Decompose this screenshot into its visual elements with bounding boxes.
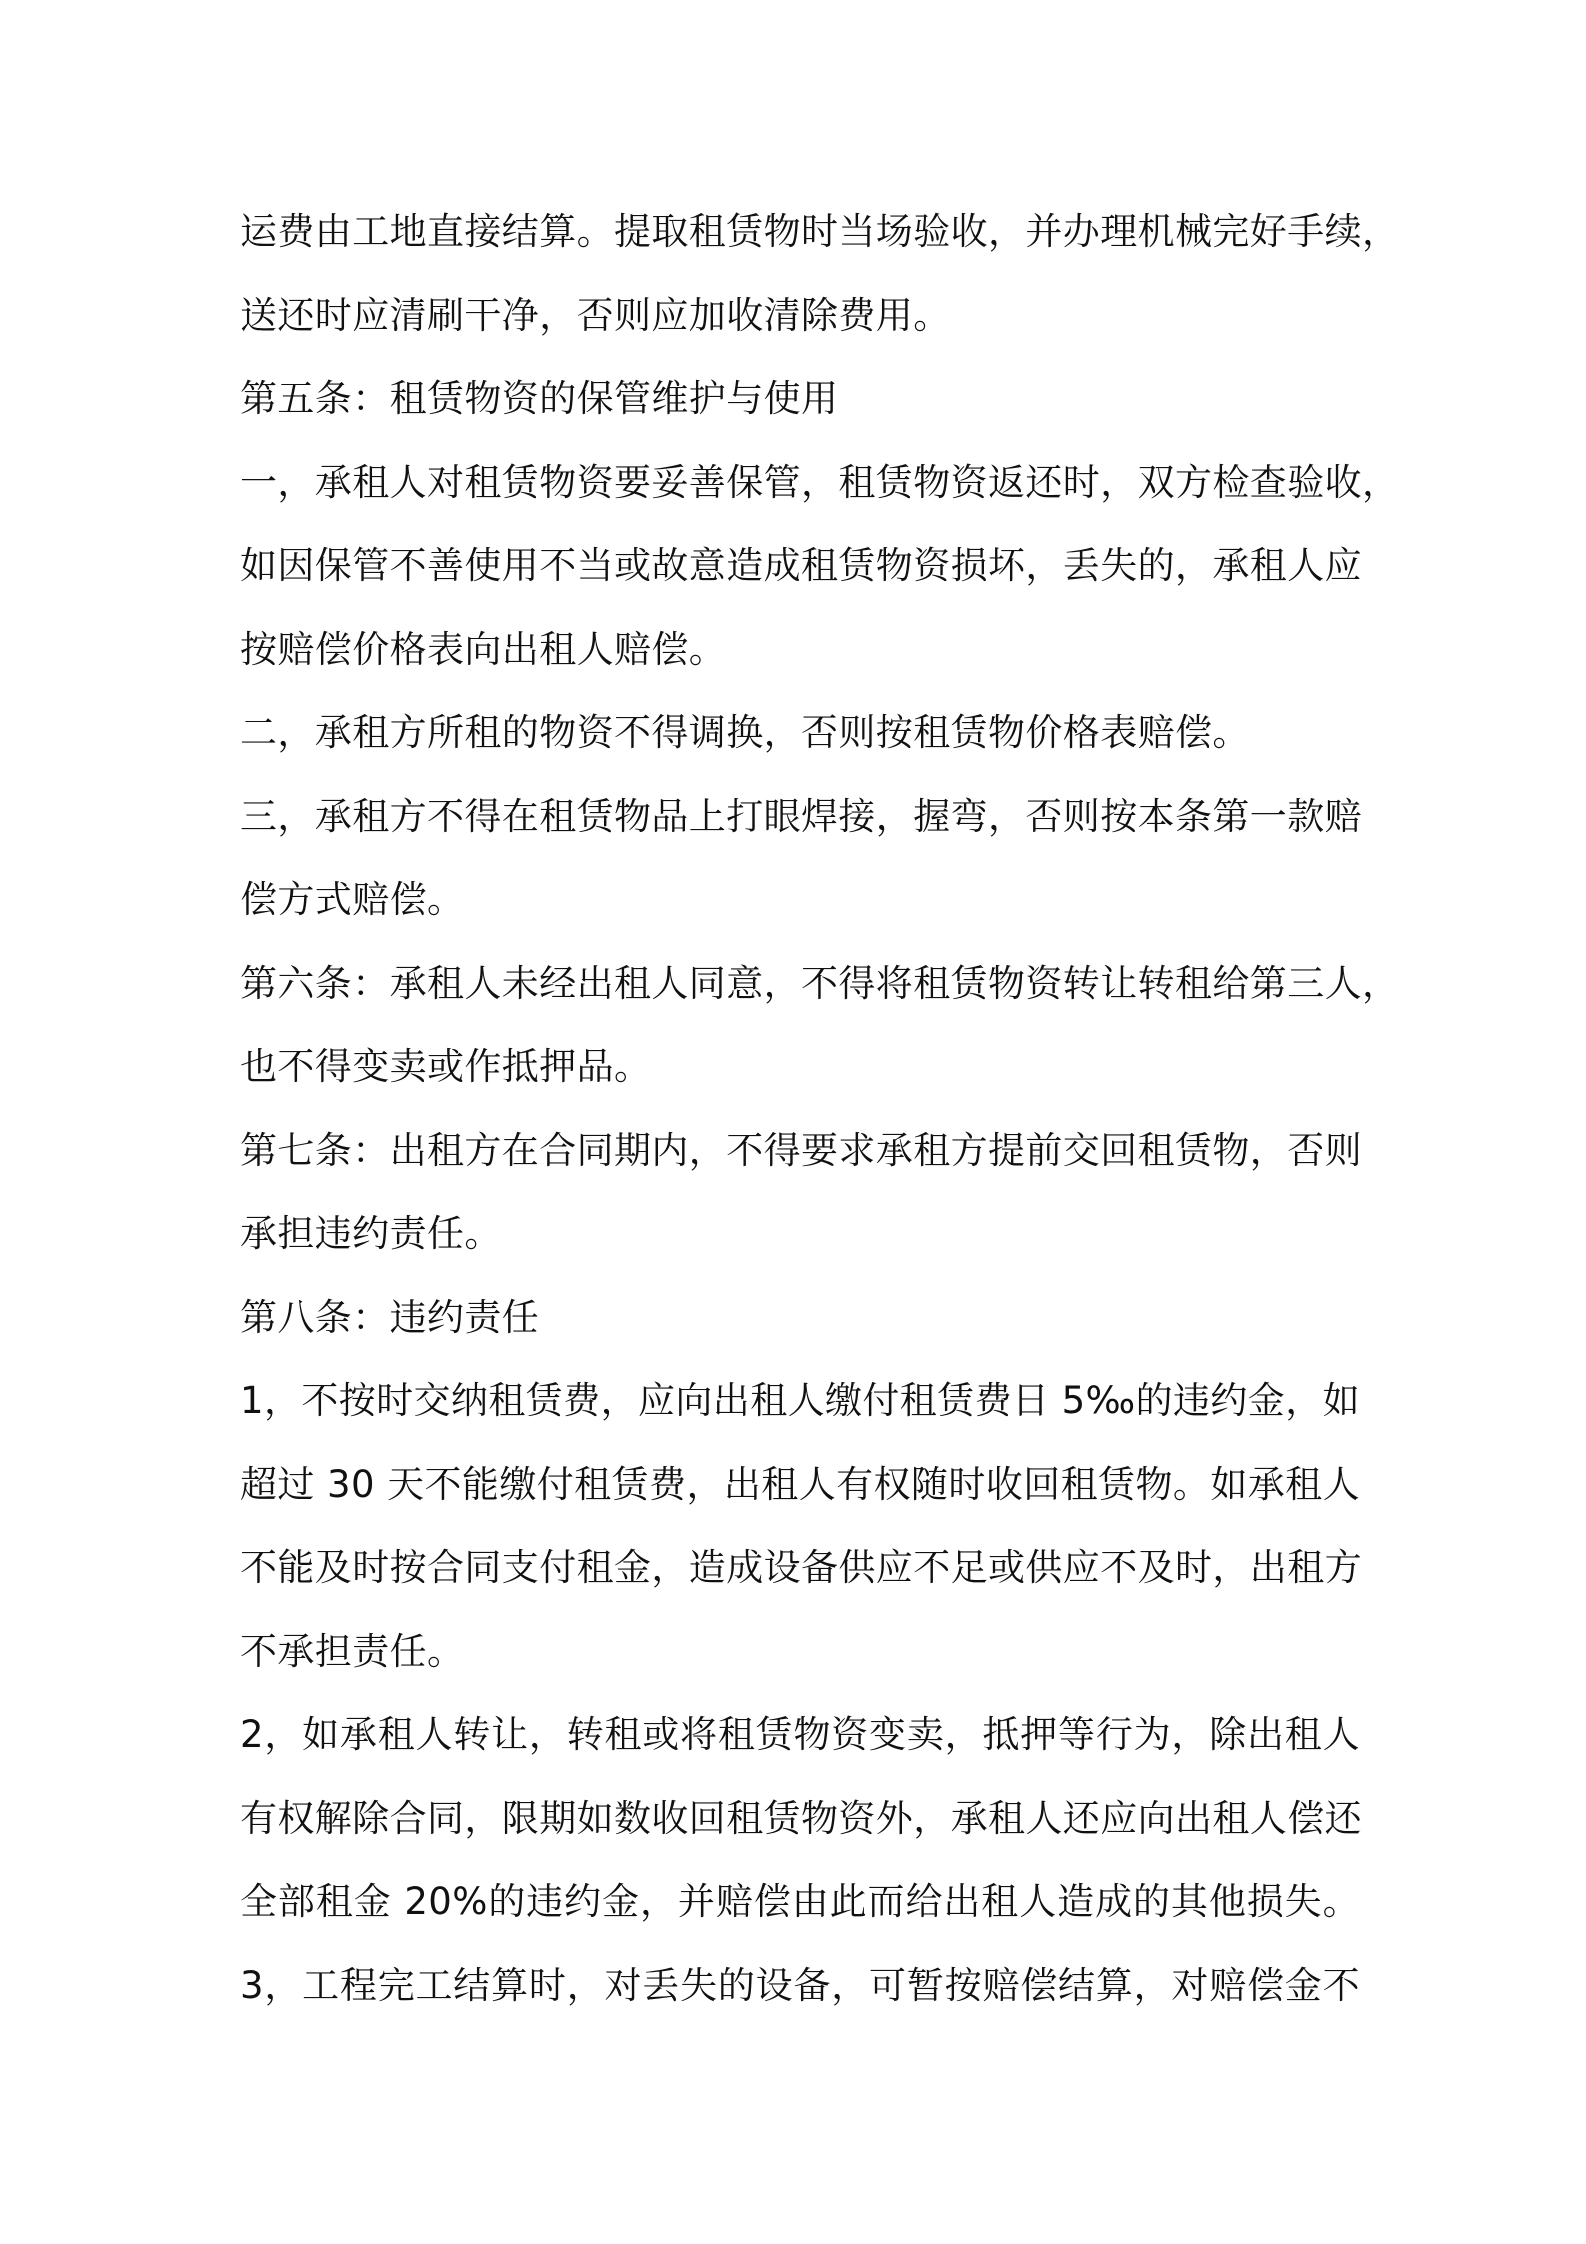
document-line: 也不得变卖或作抵押品。 xyxy=(240,1045,652,1088)
document-line: 第八条：违约责任 xyxy=(240,1295,540,1339)
document-line: 送还时应清刷干净，否则应加收清除费用。 xyxy=(240,293,951,337)
document-line: 三，承租方不得在租赁物品上打眼焊接，握弯，否则按本条第一款赔 xyxy=(240,794,1362,838)
document-line: 第六条：承租人未经出租人同意，不得将租赁物资转让转租给第三人， xyxy=(240,961,1400,1005)
document-line: 偿方式赔偿。 xyxy=(240,878,465,921)
document-line: 第五条：租赁物资的保管维护与使用 xyxy=(240,377,839,420)
document-line: 第七条：出租方在合同期内，不得要求承租方提前交回租赁物，否则 xyxy=(240,1128,1362,1172)
document-line: 运费由工地直接结算。提取租赁物时当场验收，并办理机械完好手续， xyxy=(240,210,1400,253)
document-line: 1，不按时交纳租赁费，应向出租人缴付租赁费日 5‰的违约金，如 xyxy=(240,1379,1360,1422)
document-line: 全部租金 20%的违约金，并赔偿由此而给出租人造成的其他损失。 xyxy=(240,1880,1360,1923)
document-line: 承担违约责任。 xyxy=(240,1212,502,1255)
document-body xyxy=(240,190,1400,2027)
document-line: 不承担责任。 xyxy=(240,1629,465,1673)
document-line: 2，如承租人转让，转租或将租赁物资变卖，抵押等行为，除出租人 xyxy=(240,1713,1360,1756)
document-line: 3，工程完工结算时，对丢失的设备，可暂按赔偿结算，对赔偿金不 xyxy=(240,1963,1360,2007)
document-line: 按赔偿价格表向出租人赔偿。 xyxy=(240,627,727,671)
document-line: 超过 30 天不能缴付租赁费，出租人有权随时收回租赁物。如承租人 xyxy=(240,1462,1360,1506)
document-line: 如因保管不善使用不当或故意造成租赁物资损坏，丢失的，承租人应 xyxy=(240,544,1362,587)
document-line: 一，承租人对租赁物资要妥善保管，租赁物资返还时，双方检查验收， xyxy=(240,460,1400,504)
document-line: 二，承租方所租的物资不得调换，否则按租赁物价格表赔偿。 xyxy=(240,711,1250,754)
document-line: 不能及时按合同支付租金，造成设备供应不足或供应不及时，出租方 xyxy=(240,1546,1362,1589)
document-line: 有权解除合同，限期如数收回租赁物资外，承租人还应向出租人偿还 xyxy=(240,1796,1362,1840)
